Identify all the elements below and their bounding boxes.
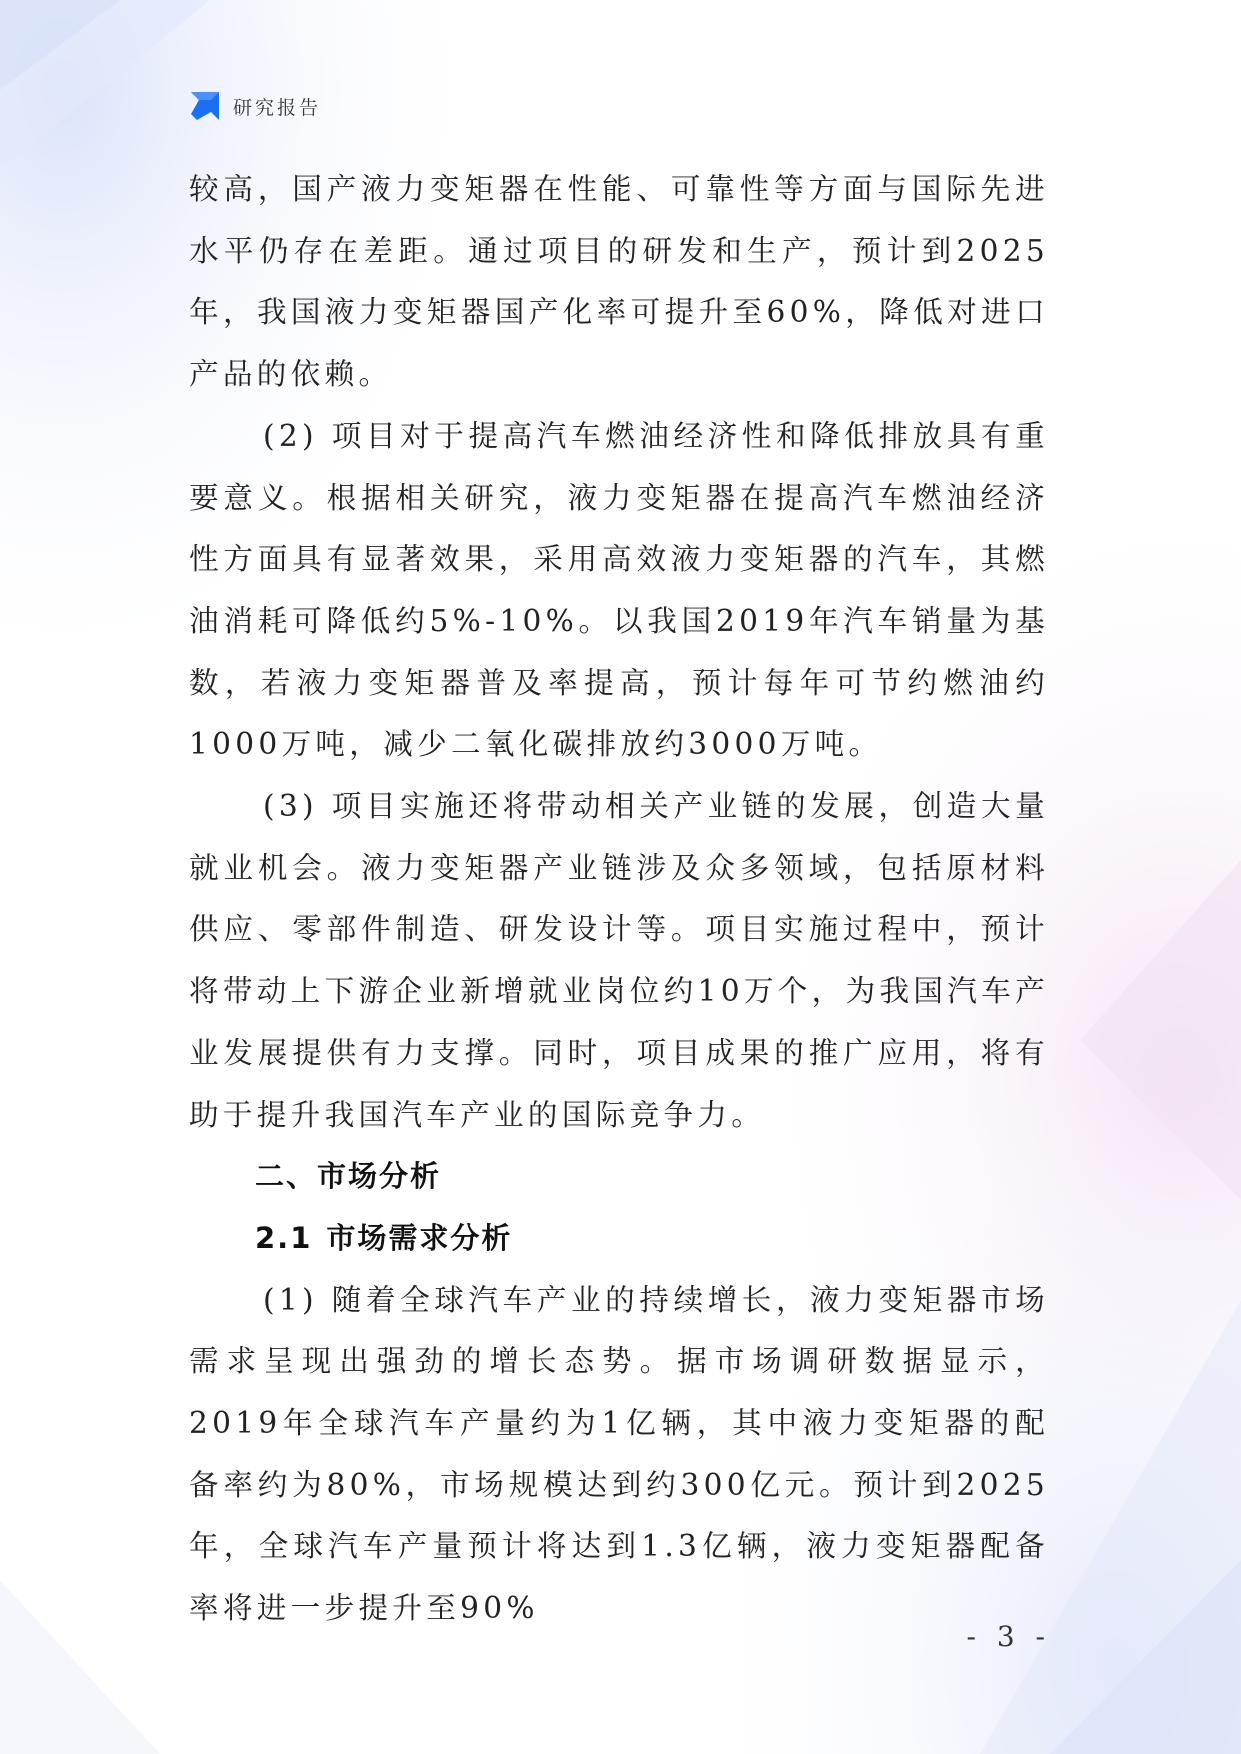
header-title: 研究报告 xyxy=(233,96,322,119)
subsection-number: 2.1 xyxy=(255,1220,313,1255)
paragraph-item-3: (3) 项目实施还将带动相关产业链的发展，创造大量就业机会。液力变矩器产业链涉及众多领域，包括原材料供应、零部件制造、研发设计等。项目实施过程中，预计将带动上下游企业新增就业岗位约10万个，为我国汽车产业发展提供有力支撑。同时，项目成果的推广应用，将有助于提升我国汽车产业的国际竞争力。 xyxy=(189,789,1049,1132)
section-heading: 二、市场分析 xyxy=(255,1159,442,1194)
paragraph-market-demand: (1) 随着全球汽车产业的持续增长，液力变矩器市场需求呈现出强劲的增长态势。据市场调研数据显示，2019年全球汽车产量约为1亿辆，其中液力变矩器的配备率约为80%，市场规模达到约300亿元。预计到2025年，全球汽车产量预计将达到1.3亿辆，液力变矩器配备率将进一步提升至90% xyxy=(189,1282,1049,1626)
paragraph-item-2: (2) 项目对于提高汽车燃油经济性和降低排放具有重要意义。根据相关研究，液力变矩器在提高汽车燃油经济性方面具有显著效果，采用高效液力变矩器的汽车，其燃油消耗可降低约5%-10%。以我国2019年汽车销量为基数，若液力变矩器普及率提高，预计每年可节约燃油约1000万吨，减少二氧化碳排放约3000万吨。 xyxy=(189,418,1049,762)
arrow-logo-icon xyxy=(189,90,221,122)
paragraph-continuation: 较高，国产液力变矩器在性能、可靠性等方面与国际先进水平仍存在差距。通过项目的研发和生产，预计到2025年，我国液力变矩器国产化率可提升至60%，降低对进口产品的依赖。 xyxy=(189,172,1049,392)
subsection-title: 市场需求分析 xyxy=(326,1220,513,1255)
page-number: - 3 - xyxy=(966,1620,1051,1653)
document-body xyxy=(189,159,1049,1640)
subsection-heading xyxy=(189,1208,1049,1270)
report-header xyxy=(189,86,321,126)
